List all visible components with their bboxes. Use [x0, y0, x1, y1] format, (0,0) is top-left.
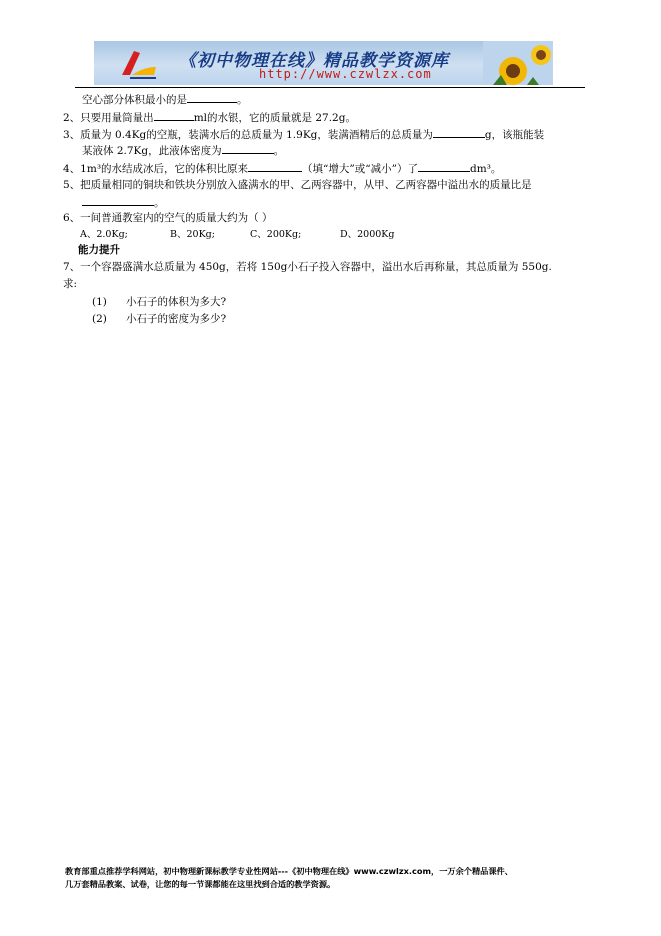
question-7-line-1: 7、一个容器盛满水总质量为 450g，若将 150g小石子投入容器中，溢出水后再称量，其总质量为 550g. [63, 261, 552, 273]
section-heading: 能力提升 [78, 244, 120, 256]
question-5-line-1: 5、把质量相同的铜块和铁块分别放入盛满水的甲、乙两容器中，从甲、乙两容器中溢出水的质量比是 [63, 179, 532, 191]
site-logo-icon [116, 45, 160, 81]
answer-blank[interactable] [154, 110, 194, 121]
option-c[interactable]: C、200Kg; [250, 229, 302, 240]
answer-blank[interactable] [187, 92, 237, 103]
question-6: 6、一间普通教室内的空气的质量大约为（ ） [63, 212, 273, 224]
answer-blank[interactable] [433, 127, 485, 138]
option-b[interactable]: B、20Kg; [170, 229, 215, 240]
option-d[interactable]: D、2000Kg [340, 229, 395, 240]
question-2: 2、只要用量筒量出 ml的水银，它的质量就是 27.2g。 [63, 112, 356, 124]
sunflower-icon [483, 41, 553, 85]
footer-line-2: 几万套精品教案、试卷，让您的每一节课都能在这里找到合适的教学资源。 [65, 879, 336, 889]
question-7-sub-2: (2) 小石子的密度为多少? [92, 313, 227, 325]
question-3-line-1: 3、质量为 0.4Kg的空瓶，装满水后的总质量为 1.9Kg，装满酒精后的总质量为 g，该瓶能装 [63, 129, 545, 141]
answer-blank[interactable] [222, 143, 274, 154]
question-7-sub-1: (1) 小石子的体积为多大? [92, 296, 227, 308]
header-banner [94, 41, 553, 85]
option-a[interactable]: A、2.0Kg; [80, 229, 128, 240]
footer-line-1: 教育部重点推荐学科网站，初中物理新课标教学专业性网站---《初中物理在线》www.czwlzx.com，一万余个精品课件、 [65, 866, 513, 876]
banner-title: 《初中物理在线》精品教学资源库 [179, 51, 449, 71]
question-5-line-2: 。 [82, 195, 165, 210]
banner-url[interactable]: http://www.czwlzx.com [259, 67, 432, 81]
question-4: 4、1m³的水结成冰后，它的体积比原来 （填“增大”或“减小”）了 dm³。 [63, 163, 502, 175]
answer-blank[interactable] [82, 195, 154, 206]
question-3-line-2: 某液体 2.7Kg，此液体密度为 。 [82, 145, 285, 157]
question-7-line-2: 求: [63, 278, 78, 290]
answer-blank[interactable] [248, 161, 302, 172]
header-rule [75, 87, 585, 88]
question-6-options [80, 228, 394, 241]
question-1-tail: 空心部分体积最小的是 。 [82, 94, 248, 106]
answer-blank[interactable] [418, 161, 470, 172]
